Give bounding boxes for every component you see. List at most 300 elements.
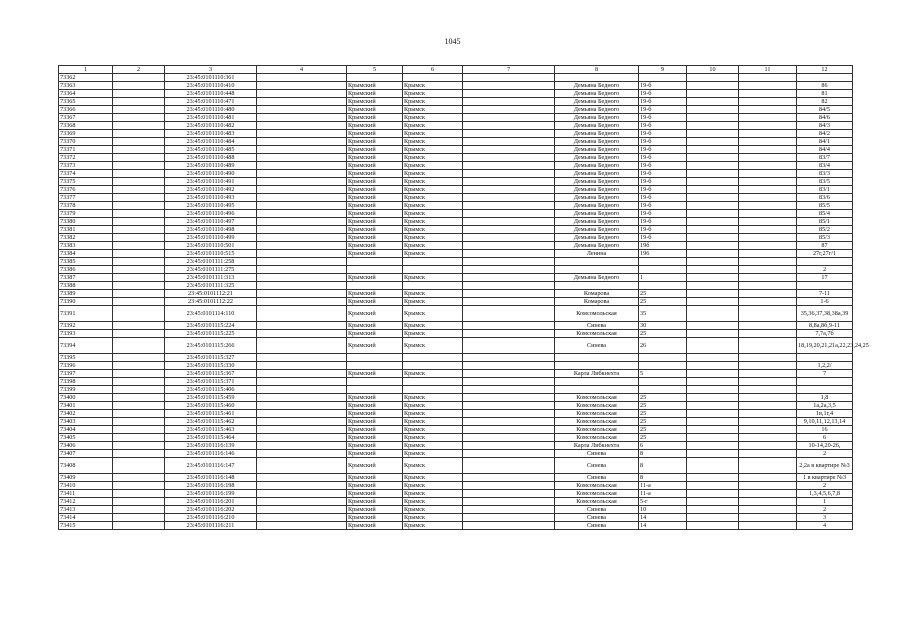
table-row bbox=[59, 106, 853, 114]
col-4-cell bbox=[257, 306, 347, 322]
col-4-cell bbox=[257, 522, 347, 530]
house-cell: 25 bbox=[639, 298, 687, 306]
col-11-cell bbox=[739, 274, 797, 282]
col-7-cell bbox=[463, 370, 555, 378]
district-cell: Крымский bbox=[347, 322, 403, 330]
col-7-cell bbox=[463, 522, 555, 530]
col-4-cell bbox=[257, 282, 347, 290]
col-11-cell bbox=[739, 450, 797, 458]
col-10-cell bbox=[687, 242, 739, 250]
col-7-cell bbox=[463, 282, 555, 290]
col-7-cell bbox=[463, 482, 555, 490]
col-10-cell bbox=[687, 378, 739, 386]
row-id-cell: 73402 bbox=[59, 410, 113, 418]
district-cell: Крымский bbox=[347, 402, 403, 410]
col-11-cell bbox=[739, 426, 797, 434]
district-cell: Крымский bbox=[347, 394, 403, 402]
col-10-cell bbox=[687, 218, 739, 226]
apartments-cell: 7 bbox=[797, 370, 853, 378]
col-4-cell bbox=[257, 450, 347, 458]
apartments-cell: 84/3 bbox=[797, 122, 853, 130]
col-4-cell bbox=[257, 410, 347, 418]
table-row bbox=[59, 130, 853, 138]
house-cell: 26 bbox=[639, 338, 687, 354]
district-cell: Крымский bbox=[347, 162, 403, 170]
col-2-cell bbox=[113, 266, 165, 274]
street-cell: Демьяна Бедного bbox=[555, 202, 639, 210]
street-cell: Комсомольская bbox=[555, 482, 639, 490]
col-11-cell bbox=[739, 386, 797, 394]
col-4-cell bbox=[257, 378, 347, 386]
col-11-cell bbox=[739, 114, 797, 122]
col-10-cell bbox=[687, 154, 739, 162]
col-4-cell bbox=[257, 162, 347, 170]
col-10-cell bbox=[687, 338, 739, 354]
apartments-cell: 1,8 bbox=[797, 394, 853, 402]
table-row bbox=[59, 226, 853, 234]
apartments-cell: 35,36,37,38,38а,39 bbox=[797, 306, 853, 322]
district-cell bbox=[347, 74, 403, 82]
col-10-cell bbox=[687, 354, 739, 362]
city-cell: Крымск bbox=[403, 242, 463, 250]
col-10-cell bbox=[687, 74, 739, 82]
table-row bbox=[59, 234, 853, 242]
row-id-cell: 73403 bbox=[59, 418, 113, 426]
street-cell: Демьяна Бедного bbox=[555, 146, 639, 154]
col-2-cell bbox=[113, 210, 165, 218]
row-id-cell: 73392 bbox=[59, 322, 113, 330]
col-7-cell bbox=[463, 194, 555, 202]
city-cell: Крымск bbox=[403, 218, 463, 226]
district-cell bbox=[347, 266, 403, 274]
table-row bbox=[59, 114, 853, 122]
col-11-cell bbox=[739, 522, 797, 530]
col-2-cell bbox=[113, 178, 165, 186]
district-cell bbox=[347, 378, 403, 386]
col-11-cell bbox=[739, 242, 797, 250]
cadastral-number-cell: 23:45:0101116:146 bbox=[165, 450, 257, 458]
col-4-cell bbox=[257, 250, 347, 258]
house-cell: 5 bbox=[639, 370, 687, 378]
cadastral-number-cell: 23:45:0101116:202 bbox=[165, 506, 257, 514]
col-10-cell bbox=[687, 482, 739, 490]
row-id-cell: 73410 bbox=[59, 482, 113, 490]
col-4-cell bbox=[257, 418, 347, 426]
city-cell: Крымск bbox=[403, 330, 463, 338]
cadastral-number-cell: 23:45:0101110:501 bbox=[165, 242, 257, 250]
col-2-cell bbox=[113, 226, 165, 234]
col-2-cell bbox=[113, 274, 165, 282]
col-4-cell bbox=[257, 266, 347, 274]
cadastral-number-cell: 23:45:0101115:464 bbox=[165, 434, 257, 442]
apartments-cell: 83/7 bbox=[797, 154, 853, 162]
street-cell bbox=[555, 258, 639, 266]
col-10-cell bbox=[687, 146, 739, 154]
col-11-cell bbox=[739, 498, 797, 506]
cadastral-number-cell: 23:45:0101115:371 bbox=[165, 378, 257, 386]
col-11-cell bbox=[739, 514, 797, 522]
col-4-cell bbox=[257, 226, 347, 234]
col-4-cell bbox=[257, 138, 347, 146]
col-7-cell bbox=[463, 242, 555, 250]
col-10-cell bbox=[687, 426, 739, 434]
col-2-cell bbox=[113, 282, 165, 290]
district-cell: Крымский bbox=[347, 490, 403, 498]
cadastral-number-cell: 23:45:0101110:471 bbox=[165, 98, 257, 106]
col-2-cell bbox=[113, 434, 165, 442]
apartments-cell: 84/1 bbox=[797, 138, 853, 146]
table-row bbox=[59, 266, 853, 274]
street-cell: Комарова bbox=[555, 298, 639, 306]
street-cell: Синева bbox=[555, 474, 639, 482]
district-cell: Крымский bbox=[347, 370, 403, 378]
city-cell: Крымск bbox=[403, 138, 463, 146]
col-10-cell bbox=[687, 106, 739, 114]
street-cell: Демьяна Бедного bbox=[555, 162, 639, 170]
col-10-cell bbox=[687, 434, 739, 442]
col-2-cell bbox=[113, 386, 165, 394]
cadastral-number-cell: 23:45:0101116:211 bbox=[165, 522, 257, 530]
city-cell: Крымск bbox=[403, 234, 463, 242]
city-cell: Крымск bbox=[403, 250, 463, 258]
city-cell: Крымск bbox=[403, 418, 463, 426]
house-cell bbox=[639, 378, 687, 386]
apartments-cell: 1а,2а,3,5 bbox=[797, 402, 853, 410]
cadastral-number-cell: 23:45:0101110:497 bbox=[165, 218, 257, 226]
apartments-cell: 83/6 bbox=[797, 194, 853, 202]
street-cell: Демьяна Бедного bbox=[555, 90, 639, 98]
table-row bbox=[59, 162, 853, 170]
col-4-cell bbox=[257, 338, 347, 354]
cadastral-number-cell: 23:45:0101115:459 bbox=[165, 394, 257, 402]
house-cell: 5-г bbox=[639, 498, 687, 506]
city-cell: Крымск bbox=[403, 522, 463, 530]
street-cell: Демьяна Бедного bbox=[555, 186, 639, 194]
apartments-cell: 8,8а,8б,9-11 bbox=[797, 322, 853, 330]
row-id-cell: 73384 bbox=[59, 250, 113, 258]
district-cell bbox=[347, 282, 403, 290]
col-10-cell bbox=[687, 178, 739, 186]
apartments-cell: 18,19,20,21,21а,22,23,24,25 bbox=[797, 338, 853, 354]
cadastral-number-cell: 23:45:0101110:515 bbox=[165, 250, 257, 258]
col-10-cell bbox=[687, 394, 739, 402]
col-2-cell bbox=[113, 170, 165, 178]
col-2-cell bbox=[113, 354, 165, 362]
row-id-cell: 73365 bbox=[59, 98, 113, 106]
street-cell: Синева bbox=[555, 338, 639, 354]
house-cell: 19-б bbox=[639, 226, 687, 234]
col-10-cell bbox=[687, 234, 739, 242]
row-id-cell: 73400 bbox=[59, 394, 113, 402]
table-row bbox=[59, 522, 853, 530]
street-cell: Демьяна Бедного bbox=[555, 274, 639, 282]
street-cell: Ленина bbox=[555, 250, 639, 258]
col-10-cell bbox=[687, 186, 739, 194]
col-10-cell bbox=[687, 514, 739, 522]
col-10-cell bbox=[687, 194, 739, 202]
apartments-cell: 27г,27г/1 bbox=[797, 250, 853, 258]
table-row bbox=[59, 250, 853, 258]
col-10-cell bbox=[687, 170, 739, 178]
row-id-cell: 73413 bbox=[59, 506, 113, 514]
registry-table bbox=[58, 65, 869, 530]
city-cell: Крымск bbox=[403, 474, 463, 482]
col-4-cell bbox=[257, 202, 347, 210]
col-10-cell bbox=[687, 90, 739, 98]
apartments-cell bbox=[797, 258, 853, 266]
cadastral-number-cell: 23:45:0101110:410 bbox=[165, 82, 257, 90]
col-7-cell bbox=[463, 274, 555, 282]
table-row bbox=[59, 202, 853, 210]
cadastral-number-cell: 23:45:0101110:492 bbox=[165, 186, 257, 194]
city-cell: Крымск bbox=[403, 146, 463, 154]
table-row bbox=[59, 258, 853, 266]
apartments-cell: 4 bbox=[797, 522, 853, 530]
col-7-cell bbox=[463, 322, 555, 330]
apartments-cell: 83/3 bbox=[797, 170, 853, 178]
cadastral-number-cell: 23:45:0101112:21 bbox=[165, 290, 257, 298]
row-id-cell: 73387 bbox=[59, 274, 113, 282]
row-id-cell: 73362 bbox=[59, 74, 113, 82]
cadastral-number-cell: 23:45:0101110:493 bbox=[165, 194, 257, 202]
table-row bbox=[59, 274, 853, 282]
row-id-cell: 73370 bbox=[59, 138, 113, 146]
cadastral-number-cell: 23:45:0101115:461 bbox=[165, 410, 257, 418]
house-cell: 19б bbox=[639, 242, 687, 250]
col-7-cell bbox=[463, 290, 555, 298]
city-cell: Крымск bbox=[403, 194, 463, 202]
col-11-cell bbox=[739, 234, 797, 242]
row-id-cell: 73401 bbox=[59, 402, 113, 410]
district-cell: Крымский bbox=[347, 202, 403, 210]
city-cell: Крымск bbox=[403, 434, 463, 442]
house-cell: 19-б bbox=[639, 234, 687, 242]
table-row bbox=[59, 474, 853, 482]
col-4-cell bbox=[257, 210, 347, 218]
city-cell: Крымск bbox=[403, 482, 463, 490]
col-7-cell bbox=[463, 298, 555, 306]
street-cell: Синева bbox=[555, 522, 639, 530]
col-2-cell bbox=[113, 130, 165, 138]
col-2-cell bbox=[113, 242, 165, 250]
district-cell: Крымский bbox=[347, 442, 403, 450]
col-4-cell bbox=[257, 322, 347, 330]
house-cell bbox=[639, 266, 687, 274]
col-7-cell bbox=[463, 474, 555, 482]
header-cell-6: 6 bbox=[403, 66, 463, 74]
city-cell: Крымск bbox=[403, 202, 463, 210]
district-cell: Крымский bbox=[347, 122, 403, 130]
row-id-cell: 73397 bbox=[59, 370, 113, 378]
cadastral-number-cell: 23:45:0101111:258 bbox=[165, 258, 257, 266]
row-id-cell: 73367 bbox=[59, 114, 113, 122]
apartments-cell: 2 bbox=[797, 506, 853, 514]
table-row bbox=[59, 378, 853, 386]
row-id-cell: 73388 bbox=[59, 282, 113, 290]
city-cell: Крымск bbox=[403, 186, 463, 194]
col-2-cell bbox=[113, 514, 165, 522]
col-11-cell bbox=[739, 402, 797, 410]
col-11-cell bbox=[739, 186, 797, 194]
city-cell: Крымск bbox=[403, 210, 463, 218]
house-cell: 14 bbox=[639, 522, 687, 530]
cadastral-number-cell: 23:45:0101115:327 bbox=[165, 354, 257, 362]
row-id-cell: 73412 bbox=[59, 498, 113, 506]
city-cell: Крымск bbox=[403, 514, 463, 522]
street-cell: Синева bbox=[555, 458, 639, 474]
col-11-cell bbox=[739, 210, 797, 218]
col-11-cell bbox=[739, 410, 797, 418]
col-11-cell bbox=[739, 378, 797, 386]
table-row bbox=[59, 154, 853, 162]
col-7-cell bbox=[463, 266, 555, 274]
district-cell: Крымский bbox=[347, 506, 403, 514]
apartments-cell bbox=[797, 354, 853, 362]
house-cell: 19-б bbox=[639, 154, 687, 162]
header-cell-11: 11 bbox=[739, 66, 797, 74]
col-10-cell bbox=[687, 258, 739, 266]
cadastral-number-cell: 23:45:0101110:490 bbox=[165, 170, 257, 178]
city-cell: Крымск bbox=[403, 298, 463, 306]
street-cell bbox=[555, 378, 639, 386]
house-cell: 14 bbox=[639, 514, 687, 522]
apartments-cell bbox=[797, 282, 853, 290]
table-row bbox=[59, 290, 853, 298]
row-id-cell: 73379 bbox=[59, 210, 113, 218]
city-cell: Крымск bbox=[403, 82, 463, 90]
district-cell: Крымский bbox=[347, 82, 403, 90]
header-cell-8: 8 bbox=[555, 66, 639, 74]
cadastral-number-cell: 23:45:0101115:462 bbox=[165, 418, 257, 426]
col-7-cell bbox=[463, 154, 555, 162]
col-2-cell bbox=[113, 306, 165, 322]
house-cell: 25 bbox=[639, 402, 687, 410]
district-cell: Крымский bbox=[347, 170, 403, 178]
row-id-cell: 73389 bbox=[59, 290, 113, 298]
col-4-cell bbox=[257, 298, 347, 306]
street-cell: Синева bbox=[555, 514, 639, 522]
district-cell: Крымский bbox=[347, 146, 403, 154]
col-10-cell bbox=[687, 202, 739, 210]
district-cell: Крымский bbox=[347, 522, 403, 530]
col-10-cell bbox=[687, 226, 739, 234]
house-cell: 8 bbox=[639, 474, 687, 482]
col-7-cell bbox=[463, 394, 555, 402]
col-10-cell bbox=[687, 498, 739, 506]
apartments-cell: 16 bbox=[797, 426, 853, 434]
col-2-cell bbox=[113, 402, 165, 410]
col-4-cell bbox=[257, 434, 347, 442]
district-cell: Крымский bbox=[347, 218, 403, 226]
cadastral-number-cell: 23:45:0101115:367 bbox=[165, 370, 257, 378]
col-10-cell bbox=[687, 450, 739, 458]
street-cell: Комсомольская bbox=[555, 426, 639, 434]
col-7-cell bbox=[463, 506, 555, 514]
street-cell: Комсомольская bbox=[555, 306, 639, 322]
col-7-cell bbox=[463, 122, 555, 130]
house-cell: 196 bbox=[639, 250, 687, 258]
col-11-cell bbox=[739, 394, 797, 402]
col-7-cell bbox=[463, 338, 555, 354]
city-cell: Крымск bbox=[403, 170, 463, 178]
district-cell: Крымский bbox=[347, 290, 403, 298]
col-4-cell bbox=[257, 474, 347, 482]
cadastral-number-cell: 23:45:0101112:22 bbox=[165, 298, 257, 306]
col-4-cell bbox=[257, 146, 347, 154]
cadastral-number-cell: 23:45:0101115:460 bbox=[165, 402, 257, 410]
table-body bbox=[59, 74, 869, 530]
row-id-cell: 73395 bbox=[59, 354, 113, 362]
col-2-cell bbox=[113, 426, 165, 434]
house-cell: 25 bbox=[639, 426, 687, 434]
col-2-cell bbox=[113, 234, 165, 242]
house-cell: 11-а bbox=[639, 482, 687, 490]
col-4-cell bbox=[257, 370, 347, 378]
apartments-cell bbox=[797, 378, 853, 386]
cadastral-number-cell: 23:45:0101110:485 bbox=[165, 146, 257, 154]
col-7-cell bbox=[463, 210, 555, 218]
table-row bbox=[59, 146, 853, 154]
col-10-cell bbox=[687, 386, 739, 394]
district-cell bbox=[347, 258, 403, 266]
table-row bbox=[59, 498, 853, 506]
district-cell: Крымский bbox=[347, 474, 403, 482]
col-11-cell bbox=[739, 474, 797, 482]
col-2-cell bbox=[113, 490, 165, 498]
city-cell bbox=[403, 354, 463, 362]
street-cell: Демьяна Бедного bbox=[555, 114, 639, 122]
col-11-cell bbox=[739, 370, 797, 378]
house-cell: 25 bbox=[639, 290, 687, 298]
header-cell-3: 3 bbox=[165, 66, 257, 74]
col-11-cell bbox=[739, 490, 797, 498]
row-id-cell: 73386 bbox=[59, 266, 113, 274]
apartments-cell: 1 в квартире №3 bbox=[797, 474, 853, 482]
col-4-cell bbox=[257, 258, 347, 266]
col-7-cell bbox=[463, 378, 555, 386]
col-11-cell bbox=[739, 170, 797, 178]
street-cell: Демьяна Бедного bbox=[555, 106, 639, 114]
apartments-cell: 81 bbox=[797, 90, 853, 98]
col-10-cell bbox=[687, 418, 739, 426]
district-cell: Крымский bbox=[347, 186, 403, 194]
col-11-cell bbox=[739, 178, 797, 186]
header-cell-1: 1 bbox=[59, 66, 113, 74]
col-7-cell bbox=[463, 434, 555, 442]
col-2-cell bbox=[113, 74, 165, 82]
street-cell: Комсомольская bbox=[555, 402, 639, 410]
street-cell: Демьяна Бедного bbox=[555, 130, 639, 138]
table-row bbox=[59, 330, 853, 338]
district-cell: Крымский bbox=[347, 194, 403, 202]
row-id-cell: 73393 bbox=[59, 330, 113, 338]
header-cell-2: 2 bbox=[113, 66, 165, 74]
city-cell bbox=[403, 362, 463, 370]
house-cell bbox=[639, 362, 687, 370]
col-4-cell bbox=[257, 194, 347, 202]
col-4-cell bbox=[257, 458, 347, 474]
cadastral-number-cell: 23:45:0101110:496 bbox=[165, 210, 257, 218]
table-row bbox=[59, 178, 853, 186]
street-cell: Карла Либкнехта bbox=[555, 370, 639, 378]
col-4-cell bbox=[257, 154, 347, 162]
street-cell: Демьяна Бедного bbox=[555, 82, 639, 90]
col-2-cell bbox=[113, 106, 165, 114]
col-11-cell bbox=[739, 266, 797, 274]
col-2-cell bbox=[113, 290, 165, 298]
cadastral-number-cell: 23:45:0101115:330 bbox=[165, 362, 257, 370]
row-id-cell: 73408 bbox=[59, 458, 113, 474]
